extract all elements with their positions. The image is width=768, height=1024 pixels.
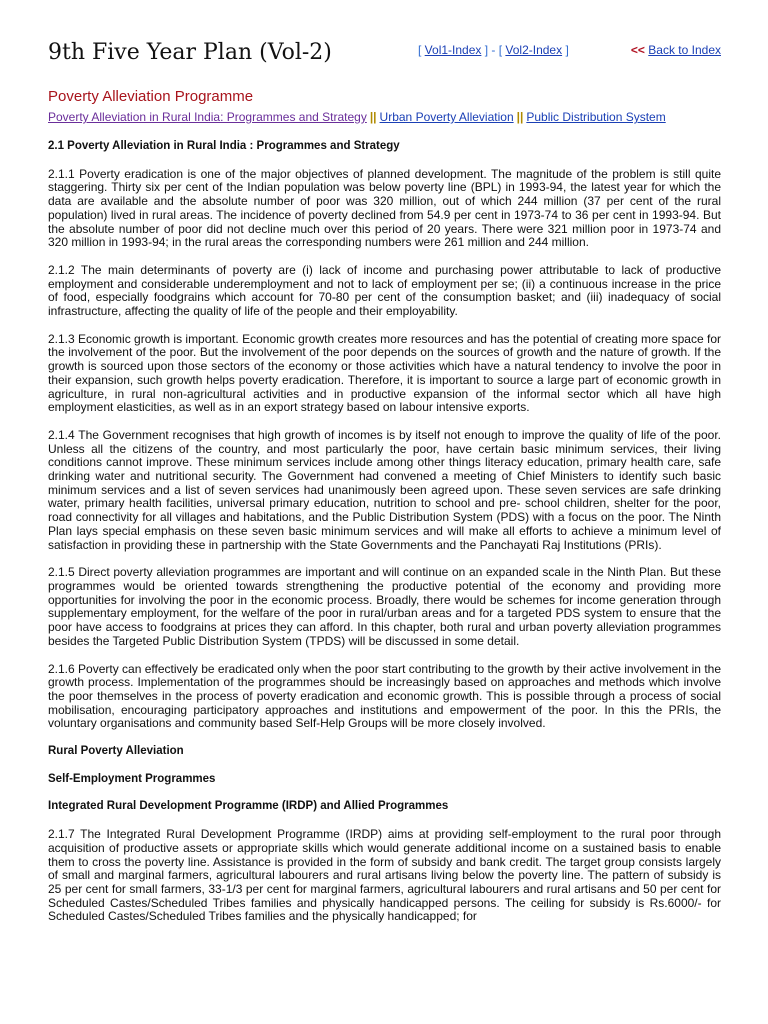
main-content (48, 140, 721, 924)
nav-separator: || (516, 110, 524, 124)
paragraph-2-1-3: 2.1.3 Economic growth is important. Economic growth creates more resources and has the potential of creating more space for the involvement of the poor. But the involvement of the poor depends on the sources of growth and the nature of growth. If the growth is sourced upon those sectors of the economy or those activities which have a natural tendency to involve the poor in their expansion, such growth helps poverty eradication. Therefore, it is important to source a large part of economic growth in agriculture, in rural non-agricultural activities and in productive expansion of the informal sector which all have high employment elasticities, as well as in an export strategy based on labour intensive exports. (48, 331, 721, 415)
section-nav (48, 108, 721, 126)
nav-rural-poverty-link[interactable]: Poverty Alleviation in Rural India: Programmes and Strategy (48, 110, 367, 124)
section-title: Poverty Alleviation Programme (48, 88, 254, 105)
paragraph-2-1-5: 2.1.5 Direct poverty alleviation programmes are important and will continue on an expanded scale in the Ninth Plan. But these programmes would be oriented towards strengthening the productive potential of the economy and providing more opportunities for involving the poor in the economic process. Broadly, there would be schemes for income generation through supplementary employment, for the welfare of the poor in rural/urban areas and for a targeted PDS system to ensure that the poor have access to foodgrains at prices they can afford. In this chapter, both rural and urban poverty alleviation programmes besides the Targeted Public Distribution System (TPDS) will be discussed in some detail. (48, 565, 721, 648)
volume-links: [ Vol1-Index ] - [ Vol2-Index ] (418, 43, 569, 57)
vol1-index-link[interactable]: Vol1-Index (424, 43, 482, 57)
paragraph-2-1-2: 2.1.2 The main determinants of poverty are (i) lack of income and purchasing power attributable to lack of productive employment and considerable underemployment and not to lack of employment per se; (ii) a continuous increase in the price of food, especially foodgrains which account for 70-80 per cent of the consumption basket; and (iii) inadequacy of social infrastructure, affecting the quality of life of the people and their employability. (48, 262, 721, 319)
back-to-index-link[interactable]: Back to Index (648, 43, 721, 57)
paragraph-2-1-4: 2.1.4 The Government recognises that high growth of incomes is by itself not enough to improve the quality of life of the poor. Unless all the citizens of the country, and most particularly the poor, have certain basic minimum services, their living conditions cannot improve. These minimum services include among other things literacy education, primary health care, safe drinking water and nutritional security. The Government had convened a meeting of Chief Ministers to identify such basic minimum services and a list of seven services had unanimously been agreed upon. These seven services are safe drinking water, primary health facilities, universal primary education, nutrition to school and pre- school children, shelter for the poor, road connectivity for all villages and habitations, and the Public Distribution System (PDS) with a focus on the poor. The Ninth Plan lays special emphasis on these seven basic minimum services and will make all efforts to achieve a minimum level of satisfaction in providing these in partnership with the State Governments and the Panchayati Raj Institutions (PRIs). (48, 427, 721, 552)
heading-rural-india: 2.1 Poverty Alleviation in Rural India : Programmes and Strategy (48, 140, 400, 152)
paragraph-2-1-6: 2.1.6 Poverty can effectively be eradicated only when the poor start contributing to the growth by their active involvement in the growth process. Implementation of the programmes should be increasingly based on approaches and methods which involve the poor themselves in the process of poverty eradication and economic growth. This is possible through a process of social mobilisation, encouraging participatory approaches and institutions and empowerment of the poor. In this the PRIs, the voluntary organisations and community based Self-Help Groups will be more closely involved. (48, 661, 721, 731)
back-to-index (631, 43, 721, 57)
paragraph-2-1-7: 2.1.7 The Integrated Rural Development Programme (IRDP) aims at providing self-employment to the rural poor through acquisition of productive assets or appropriate skills which would generate additional income on a sustained basis to enable them to cross the poverty line. Assistance is provided in the form of subsidy and bank credit. The target group consists largely of small and marginal farmers, agricultural labourers and rural artisans living below the poverty line. The pattern of subsidy is 25 per cent for small farmers, 33-1/3 per cent for marginal farmers, agricultural labourers and rural artisans and 50 per cent for Scheduled Castes/Scheduled Tribes families and physically handicapped persons. The ceiling for subsidy is Rs.6000/- for Scheduled Castes/Scheduled Tribes families and the physically handicapped; for (48, 827, 721, 924)
nav-pds-link[interactable]: Public Distribution System (526, 110, 666, 124)
heading-self-employment: Self-Employment Programmes (48, 772, 216, 785)
heading-irdp: Integrated Rural Development Programme (IRDP) and Allied Programmes (48, 800, 449, 813)
heading-rural-poverty-alleviation: Rural Poverty Alleviation (48, 745, 184, 758)
back-arrows-icon: << (630, 43, 645, 57)
nav-separator: || (369, 110, 377, 124)
vol2-index-link[interactable]: Vol2-Index (505, 43, 563, 57)
document-title: 9th Five Year Plan (Vol-2) (48, 40, 332, 65)
paragraph-2-1-1: 2.1.1 Poverty eradication is one of the major objectives of planned development. The magnitude of the problem is still quite staggering. Thirty six per cent of the Indian population was below poverty line (BPL) in 1993-94, the latest year for which the data are available and the absolute number of poor was 320 million, out of which 244 million (37 per cent of the rural population) lived in rural areas. The incidence of poverty declined from 54.9 per cent in 1973-74 to 36 per cent in 1993-94. But the absolute number of poor did not decline much over this period of 20 years. There were 321 million poor in 1973-74 and 320 million in 1993-94; in the rural areas the corresponding numbers were 261 million and 244 million. (48, 166, 721, 250)
nav-urban-poverty-link[interactable]: Urban Poverty Alleviation (379, 110, 514, 124)
page-header (48, 0, 721, 82)
